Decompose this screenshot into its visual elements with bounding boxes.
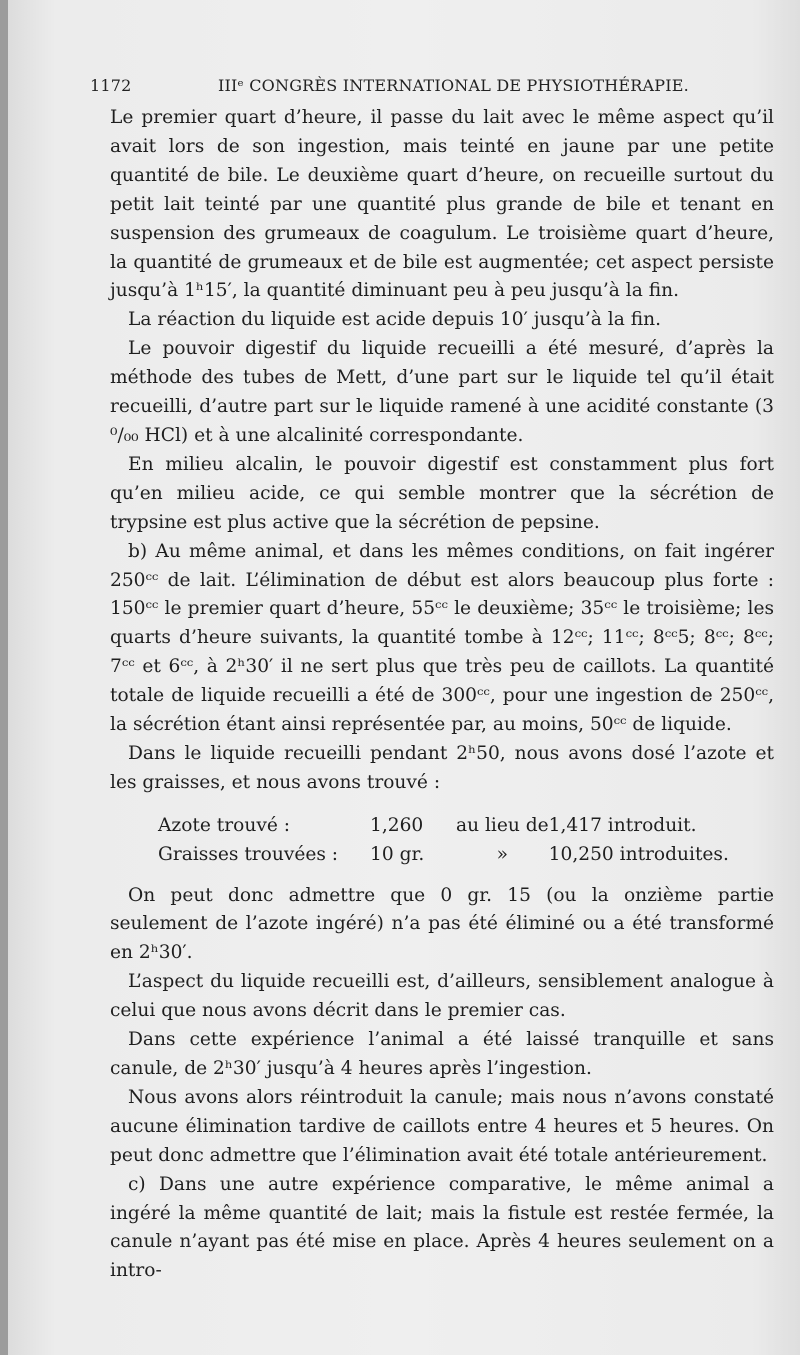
page-number: 1172 bbox=[90, 76, 132, 95]
paragraph: c) Dans une autre expérience comparative, le même animal a ingéré la même quantité de lait; mais la fistule est restée fermée, la canule n’ayant pas été mise en place. Après 4 heures seulement on a intro- bbox=[110, 1173, 774, 1282]
running-head bbox=[90, 76, 754, 95]
book-page bbox=[8, 0, 800, 1355]
row-middle: au lieu de bbox=[456, 814, 549, 836]
row-middle: » bbox=[496, 843, 509, 865]
row-label: Azote trouvé : bbox=[158, 814, 291, 836]
row-value: 1,260 bbox=[370, 814, 424, 836]
running-title: IIIᵉ CONGRÈS INTERNATIONAL DE PHYSIOTHÉRAPIE. bbox=[218, 76, 689, 95]
body-text bbox=[110, 104, 774, 1286]
paragraph: Le premier quart d’heure, il passe du lait avec le même aspect qu’il avait lors de son ingestion, mais teinté en jaune par une petite quantité de bile. Le deuxième quart d’heure, on recueille surtout du petit lait teinté par une quantité plus grande de bile et tenant en suspension des grumeaux de coagulum. Le troisième quart d’heure, la quantité de grumeaux et de bile est augmentée; cet aspect persiste jusqu’à 1ʰ15′, la quantité diminuant peu à peu jusqu’à la fin. bbox=[110, 107, 774, 302]
paragraph: Nous avons alors réintroduit la canule; mais nous n’avons constaté aucune élimination tardive de caillots entre 4 heures et 5 heures. On peut donc admettre que l’élimination avait été totale antérieurement. bbox=[110, 1086, 774, 1166]
paragraph: L’aspect du liquide recueilli est, d’ailleurs, sensiblement analogue à celui que nous avons décrit dans le premier cas. bbox=[110, 971, 774, 1022]
paragraph: En milieu alcalin, le pouvoir digestif est constamment plus fort qu’en milieu acide, ce qui semble montrer que la sécrétion de trypsine est plus active que la sécrétion de pepsine. bbox=[110, 453, 774, 533]
row-result: 10,250 introduites. bbox=[548, 843, 729, 865]
paragraph: b) Au même animal, et dans les mêmes conditions, on fait ingérer 250ᶜᶜ de lait. L’élimination de début est alors beaucoup plus forte : 150ᶜᶜ le premier quart d’heure, 55ᶜᶜ le deuxième; 35ᶜᶜ le troisième; les quarts d’heure suivants, la quantité tombe à 12ᶜᶜ; 11ᶜᶜ; 8ᶜᶜ5; 8ᶜᶜ; 8ᶜᶜ; 7ᶜᶜ et 6ᶜᶜ, à 2ʰ30′ il ne sert plus que très peu de caillots. La quantité totale de liquide recueilli a été de 300ᶜᶜ, pour une ingestion de 250ᶜᶜ, la sécrétion étant ainsi représentée par, au moins, 50ᶜᶜ de liquide. bbox=[110, 540, 774, 736]
paragraph: Le pouvoir digestif du liquide recueilli a été mesuré, d’après la méthode des tubes de Mett, d’une part sur le liquide tel qu’il était recueilli, d’autre part sur le liquide ramené à une acidité constante (3 ⁰/₀₀ HCl) et à une alcalinité correspondante. bbox=[110, 338, 774, 446]
table-row bbox=[158, 841, 729, 870]
paragraph: La réaction du liquide est acide depuis 10′ jusqu’à la fin. bbox=[128, 309, 662, 331]
row-result: 1,417 introduit. bbox=[548, 814, 697, 836]
paragraph: Dans cette expérience l’animal a été laissé tranquille et sans canule, de 2ʰ30′ jusqu’à 4 heures après l’ingestion. bbox=[110, 1029, 774, 1079]
table-row bbox=[158, 812, 729, 841]
row-label: Graisses trouvées : bbox=[158, 843, 339, 865]
results-table bbox=[158, 812, 729, 870]
paragraph: Dans le liquide recueilli pendant 2ʰ50, nous avons dosé l’azote et les graisses, et nous avons trouvé : bbox=[110, 742, 774, 793]
row-value: 10 gr. bbox=[370, 843, 425, 865]
paragraph: On peut donc admettre que 0 gr. 15 (ou la onzième partie seulement de l’azote ingéré) n’a pas été éliminé ou a été transformé en 2ʰ30′. bbox=[110, 884, 774, 964]
